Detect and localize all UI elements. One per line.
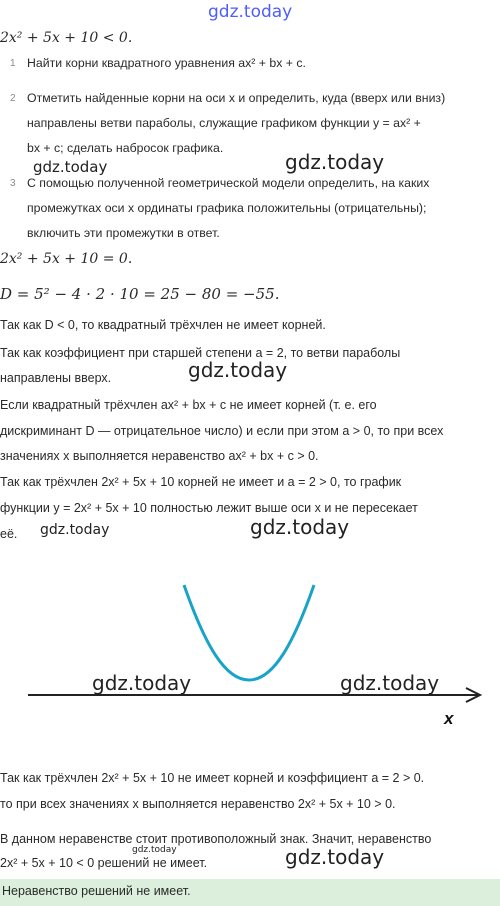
x-axis-label: x (444, 709, 454, 728)
watermark-small: gdz.today (132, 845, 177, 855)
parabola-graph (0, 575, 500, 735)
paragraph-line: её. (0, 527, 18, 541)
step-text: включить эти промежутки в ответ. (27, 226, 220, 240)
watermark: gdz.today (285, 150, 385, 174)
paragraph-line: значениях x выполняется неравенство ax² + bx + c > 0. (0, 449, 319, 463)
step-text: Отметить найденные корни на оси x и определить, куда (вверх или вниз) (27, 91, 446, 105)
step-text: Найти корни квадратного уравнения ax² + bx + c. (27, 56, 306, 70)
paragraph-line: В данном неравенстве стоит противоположный знак. Значит, неравенство (0, 832, 432, 846)
task-inequality: 2x² + 5x + 10 < 0. (0, 30, 133, 46)
watermark: gdz.today (40, 522, 110, 538)
answer-text: Неравенство решений не имеет. (2, 884, 191, 898)
step-text: промежутках оси x ординаты графика положительны (отрицательны); (27, 201, 427, 215)
paragraph-line: Так как трёхчлен 2x² + 5x + 10 не имеет корней и коэффициент a = 2 > 0. (0, 771, 425, 785)
step-number: 1 (10, 58, 16, 69)
paragraph-line: функции y = 2x² + 5x + 10 полностью лежит выше оси x и не пересекает (0, 501, 418, 515)
paragraph-line: Так как D < 0, то квадратный трёхчлен не имеет корней. (0, 318, 326, 332)
paragraph-line: 2x² + 5x + 10 < 0 решений не имеет. (0, 856, 208, 870)
paragraph-line: Так как коэффициент при старшей степени a = 2, то ветви параболы (0, 346, 401, 360)
watermark: gdz.today (33, 158, 108, 176)
paragraph-line: то при всех значениях x выполняется неравенство 2x² + 5x + 10 > 0. (0, 797, 396, 811)
step-text: направлены ветви параболы, служащие графиком функции y = ax² + (27, 116, 421, 130)
paragraph-line: Если квадратный трёхчлен ax² + bx + c не имеет корней (т. е. его (0, 398, 377, 412)
watermark: gdz.today (250, 515, 350, 539)
step-text: С помощью полученной геометрической модели определить, на каких (27, 176, 430, 190)
paragraph-line: дискриминант D — отрицательное число) и если при этом a > 0, то при всех (0, 424, 444, 438)
watermark-top: gdz.today (208, 2, 293, 22)
parabola-curve (184, 585, 314, 680)
discriminant: D = 5² − 4 · 2 · 10 = 25 − 80 = −55. (0, 285, 280, 303)
watermark: gdz.today (285, 845, 385, 869)
step-number: 2 (10, 93, 16, 104)
paragraph-line: направлены вверх. (0, 371, 112, 385)
step-text: bx + c; сделать набросок графика. (27, 141, 224, 155)
watermark: gdz.today (188, 358, 288, 382)
watermark: gdz.today (340, 671, 440, 695)
watermark: gdz.today (92, 671, 192, 695)
equation: 2x² + 5x + 10 = 0. (0, 251, 133, 267)
paragraph-line: Так как трёхчлен 2x² + 5x + 10 корней не имеет и a = 2 > 0, то график (0, 475, 402, 489)
step-number: 3 (10, 178, 16, 189)
